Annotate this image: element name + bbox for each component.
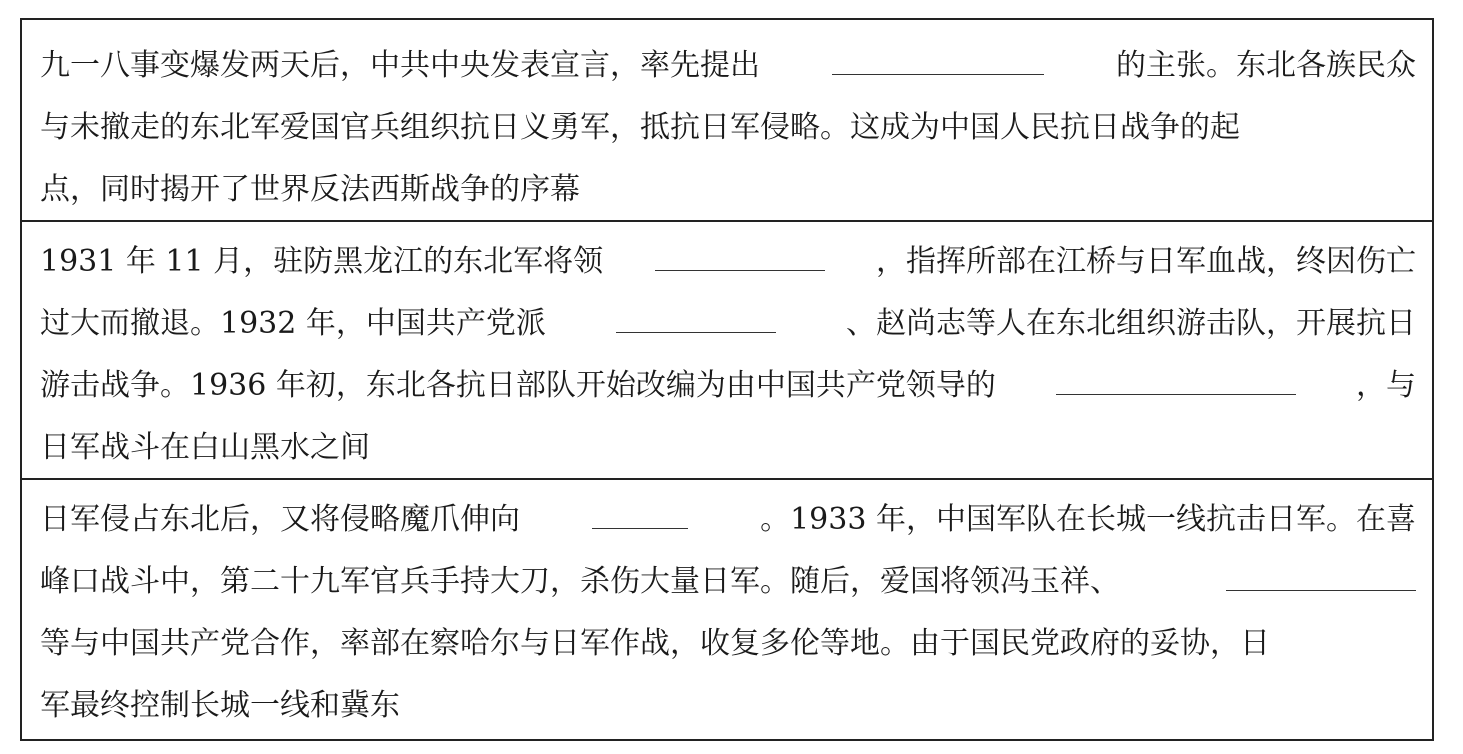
text-segment: 九一八事变爆发两天后，中共中央发表宣言，率先提出 — [40, 48, 760, 83]
text-line — [40, 108, 1416, 148]
text-segment: 日军侵占东北后，又将侵略魔爪伸向 — [40, 502, 520, 537]
text-line — [40, 366, 1416, 406]
table-row-2 — [22, 222, 1432, 480]
text-line — [40, 304, 1416, 344]
text-segment: 。1933 年，中国军队在长城一线抗击日军。在喜 — [760, 502, 1416, 537]
answer-blank[interactable] — [832, 46, 1044, 75]
answer-blank[interactable] — [592, 500, 688, 529]
text-line — [40, 500, 1416, 540]
text-segment: 点，同时揭开了世界反法西斯战争的序幕 — [40, 172, 580, 207]
text-line — [40, 170, 1416, 210]
table-row-3 — [22, 480, 1432, 739]
text-line — [40, 562, 1416, 602]
text-line — [40, 624, 1416, 664]
fill-in-table — [20, 18, 1434, 741]
text-segment: 峰口战斗中，第二十九军官兵手持大刀，杀伤大量日军。随后，爱国将领冯玉祥、 — [40, 564, 1120, 599]
answer-blank[interactable] — [655, 242, 825, 271]
text-segment: 的主张。东北各族民众 — [1116, 48, 1416, 83]
answer-blank[interactable] — [1226, 562, 1416, 591]
text-line — [40, 686, 1416, 726]
text-segment: ，指挥所部在江桥与日军血战，终因伤亡 — [875, 244, 1416, 279]
text-line — [40, 428, 1416, 468]
table-row-1 — [22, 20, 1432, 222]
text-segment: 等与中国共产党合作，率部在察哈尔与日军作战，收复多伦等地。由于国民党政府的妥协，日 — [40, 626, 1270, 661]
answer-blank[interactable] — [616, 304, 776, 333]
text-segment: ，与 — [1355, 368, 1416, 403]
text-segment: 过大而撤退。1932 年，中国共产党派 — [40, 306, 546, 341]
text-segment: 军最终控制长城一线和冀东 — [40, 688, 400, 723]
text-line — [40, 242, 1416, 282]
text-segment: 1931 年 11 月，驻防黑龙江的东北军将领 — [40, 244, 604, 279]
text-segment: 日军战斗在白山黑水之间 — [40, 430, 370, 465]
text-segment: 、赵尚志等人在东北组织游击队，开展抗日 — [845, 306, 1416, 341]
answer-blank[interactable] — [1056, 366, 1296, 395]
text-segment: 游击战争。1936 年初，东北各抗日部队开始改编为由中国共产党领导的 — [40, 368, 996, 403]
text-line — [40, 46, 1416, 86]
text-segment: 与未撤走的东北军爱国官兵组织抗日义勇军，抵抗日军侵略。这成为中国人民抗日战争的起 — [40, 110, 1240, 145]
